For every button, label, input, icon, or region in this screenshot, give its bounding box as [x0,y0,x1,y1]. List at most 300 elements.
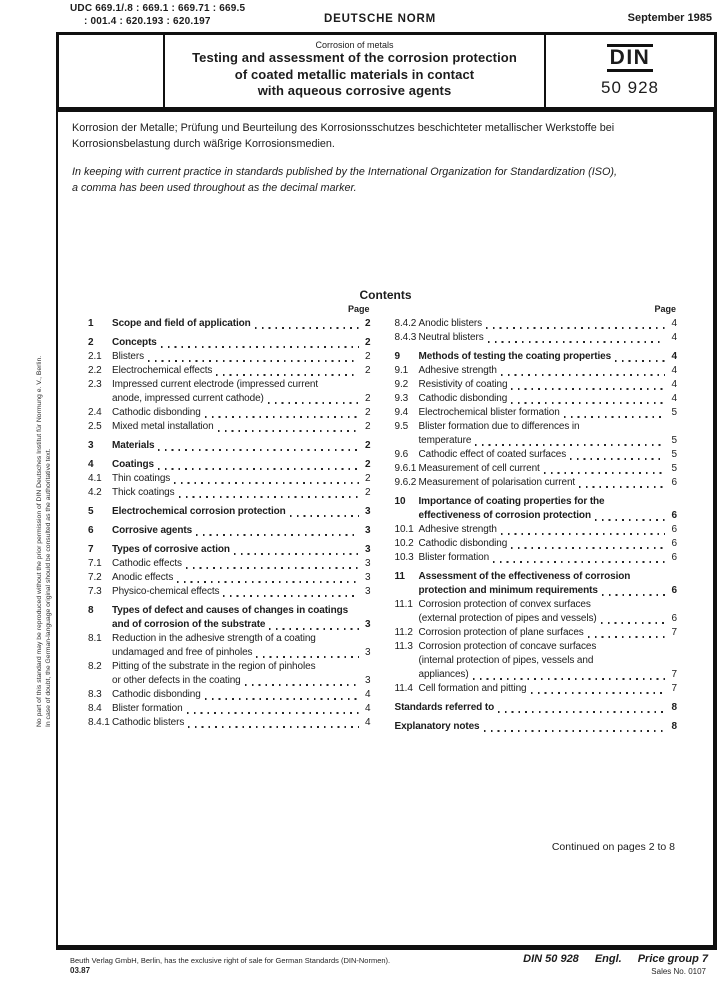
toc-entry-title: Resistivity of coating [418,379,508,390]
toc-entry-number: 2.5 [88,421,102,432]
toc-dot-leader [511,388,665,390]
toc-page-number: 5 [671,463,677,474]
toc-entry-title: Adhesive strength [418,365,497,376]
toc-entry-number: 2.2 [88,365,102,376]
toc-entry-title: Anodic blisters [418,318,483,329]
toc-entry-number: 7 [88,544,94,555]
toc-entry [88,350,371,364]
toc-page-number: 4 [671,365,677,376]
toc-page-number: 5 [671,435,677,446]
toc-entry-body [112,486,371,500]
toc-dot-leader [570,458,665,460]
toc-entry-number: 9.6 [394,449,409,460]
toc-page-number: 3 [365,506,371,517]
toc-entry-number: 9.2 [394,379,409,390]
toc-dot-leader [177,581,358,583]
toc-dot-leader [179,496,359,498]
toc-dot-leader [615,360,665,362]
toc-dot-leader [196,534,358,536]
toc-entry-number: 6 [88,525,94,536]
toc-page-number: 2 [365,337,371,348]
footer-date-code: 03.87 [70,966,91,975]
toc-entry-body [112,604,371,632]
toc-entry-title: Electrochemical corrosion protection [112,506,286,517]
toc-entry-title: Cathodic disbonding [112,689,201,700]
toc-page-number: 4 [671,379,677,390]
toc-entry-title: Concepts [112,337,157,348]
continued-note: Continued on pages 2 to 8 [551,841,675,853]
toc-entry-body [419,626,678,640]
german-title-paragraph [72,121,691,152]
toc-entry-body [395,720,678,734]
toc-entry [88,406,371,420]
toc-page-number: 2 [365,421,371,432]
toc-entry-title: anode, impressed current cathode) [112,393,264,404]
toc-entry-number: 7.3 [88,586,102,597]
toc-dot-leader [511,402,665,404]
toc-entry-title: Blisters [112,351,144,362]
toc-entry-body [395,701,678,715]
toc-page-number: 2 [365,459,371,470]
toc-entry [88,716,371,730]
toc-entry [395,420,678,448]
toc-page-number: 4 [365,689,371,700]
toc-dot-leader [531,692,665,694]
toc-entry [88,439,371,453]
toc-entry-number: 7.1 [88,558,102,569]
toc-entry [88,524,371,538]
toc-entry [395,626,678,640]
toc-dot-leader [186,567,359,569]
toc-entry [88,571,371,585]
toc-entry-title: Importance of coating properties for the [418,496,605,507]
toc-entry-number: 4 [88,459,94,470]
toc-dot-leader [564,416,665,418]
toc-entry-body [112,378,371,406]
toc-entry-number: 7.2 [88,572,102,583]
toc-entry-title: Cathodic disbonding [418,538,508,549]
toc-page-number: 3 [365,558,371,569]
toc-entry-number: 11.4 [394,683,413,694]
iso-note-line: In keeping with current practice in standards published by the International Organization for Standardization (ISO), [72,166,617,178]
toc-entry [88,543,371,557]
toc-entry-body [419,682,678,696]
toc-entry-body [419,640,678,682]
toc-entry-body [419,331,678,345]
document-subtitle: Corrosion of metals [315,40,394,50]
contents-heading: Contents [359,288,412,302]
toc-entry-title: effectiveness of corrosion protection [418,510,591,521]
toc-dot-leader [484,730,666,732]
toc-entry [395,598,678,626]
toc-dot-leader [255,327,359,329]
toc-entry-body [419,378,678,392]
footer-sales-number: Sales No. 0107 [651,967,706,976]
toc-entry [88,378,371,406]
toc-entry-number: 10 [394,496,406,507]
toc-entry-body [419,364,678,378]
toc-column-left [88,304,371,734]
toc-dot-leader [158,468,359,470]
toc-entry-number: 9.4 [394,407,409,418]
toc-entry [88,472,371,486]
toc-entry-number: 4.2 [88,487,102,498]
toc-entry-number: 9 [394,351,400,362]
publisher-note: Beuth Verlag GmbH, Berlin, has the exclusive right of sale for German Standards (DIN-Normen). [70,956,391,965]
toc-page-number: 8 [671,702,677,713]
toc-page-number: 3 [365,525,371,536]
toc-entry-number: 9.5 [394,421,409,432]
toc-dot-leader [601,622,665,624]
toc-entry-body [112,716,371,730]
toc-page-number: 4 [671,318,677,329]
toc-dot-leader [234,553,359,555]
toc-entry-title: Methods of testing the coating properties [418,351,612,362]
footer-language: Engl. [594,953,622,965]
toc-entry-title: Electrochemical blister formation [418,407,560,418]
toc-entry [88,336,371,350]
toc-dot-leader [216,374,358,376]
toc-entry [395,701,678,715]
toc-entry-number: 11.1 [394,599,413,610]
document-title-line: Testing and assessment of the corrosion protection [192,50,517,65]
toc-entry [395,392,678,406]
toc-dot-leader [245,684,359,686]
toc-entry-title: Blister formation [112,703,183,714]
toc-page-number: 7 [671,627,677,638]
toc-entry [395,378,678,392]
toc-entry-number: 10.2 [394,538,414,549]
toc-entry-title: Adhesive strength [418,524,497,535]
toc-entry-title: Corrosion protection of concave surfaces [418,641,597,652]
din-logo: DIN [607,44,654,72]
issue-date: September 1985 [627,12,712,24]
toc-entry [88,688,371,702]
toc-dot-leader [269,628,358,630]
table-of-contents [88,304,677,734]
toc-entry-title: undamaged and free of pinholes [112,647,253,658]
toc-entry-body [112,472,371,486]
toc-entry-title: Thin coatings [112,473,171,484]
toc-entry-title: and of corrosion of the substrate [112,619,266,630]
toc-entry-body [112,585,371,599]
toc-entry-title: protection and minimum requirements [418,585,598,596]
toc-entry [88,420,371,434]
iso-decimal-note [72,165,691,196]
iso-note-line: a comma has been used throughout as the decimal marker. [72,181,357,194]
toc-entry-body [112,336,371,350]
toc-page-number: 5 [671,449,677,460]
toc-entry-body [419,317,678,331]
toc-entry-title: Cathodic disbonding [112,407,201,418]
toc-page-number: 3 [365,586,371,597]
toc-entry-body [112,420,371,434]
toc-entry-number: 8.4.2 [394,318,417,329]
toc-entry-number: 9.6.2 [394,477,417,488]
toc-entry-number: 1 [88,318,94,329]
toc-entry-title: Mixed metal installation [112,421,214,432]
toc-entry-body [112,632,371,660]
toc-page-number: 7 [671,683,677,694]
toc-entry-number: 4.1 [88,473,102,484]
toc-entry-body [419,420,678,448]
reproduction-notice-line: In case of doubt, the German-language original should be consulted as the authoritative text. [44,448,52,727]
toc-entry-title: Blister formation [418,552,490,563]
toc-entry-number: 8 [88,605,94,616]
toc-dot-leader [473,678,665,680]
toc-entry-body [419,448,678,462]
toc-page-number: 6 [671,552,677,563]
toc-entry-title: Physico-chemical effects [112,586,220,597]
udc-line-2: : 001.4 : 620.193 : 620.197 [84,15,211,27]
toc-entry-title: Cathodic effects [112,558,182,569]
title-box-empty-cell [59,35,165,107]
toc-column-right [395,304,678,734]
toc-dot-leader [205,698,359,700]
toc-page-number: 6 [671,524,677,535]
toc-entry [88,486,371,500]
toc-entry [88,660,371,688]
toc-entry-title: Corrosion protection of plane surfaces [418,627,584,638]
toc-entry [395,317,678,331]
toc-page-number: 6 [671,477,677,488]
toc-page-number: 3 [365,675,371,686]
toc-entry-body [419,551,678,565]
toc-page-number: 8 [671,721,677,732]
main-content-frame [56,110,717,950]
toc-page-number: 3 [365,544,371,555]
toc-entry-number: 10.3 [394,552,414,563]
footer-price-group: Price group 7 [637,953,708,965]
toc-page-number: 7 [671,669,677,680]
toc-entry-number: 2 [88,337,94,348]
toc-entry-number: 9.6.1 [394,463,417,474]
toc-entry [88,632,371,660]
toc-dot-leader [602,594,665,596]
toc-entry-number: 11.2 [394,627,413,638]
footer-doc-ref: DIN 50 928 [523,953,579,965]
toc-entry [88,317,371,331]
toc-page-number: 2 [365,351,371,362]
toc-entry-body [112,364,371,378]
toc-page-number: 4 [671,332,677,343]
toc-entry [88,604,371,632]
toc-entry-title: Corrosive agents [112,525,193,536]
toc-entry-title: Anodic effects [112,572,174,583]
toc-page-number: 4 [365,703,371,714]
toc-page-number: 3 [365,619,371,630]
toc-entry-title: Electrochemical effects [112,365,213,376]
toc-entry-body [112,524,371,538]
toc-dot-leader [256,656,358,658]
toc-dot-leader [475,444,665,446]
toc-entry-number: 3 [88,440,94,451]
toc-entry-title: or other defects in the coating [112,675,241,686]
title-box-title-cell [165,35,544,107]
toc-dot-leader [493,561,665,563]
toc-entry-title: Corrosion protection of convex surfaces [418,599,591,610]
toc-entry-body [419,462,678,476]
toc-entry-number: 11.3 [394,641,413,652]
toc-entry-title: Coatings [112,459,154,470]
toc-page-number: 2 [365,393,371,404]
toc-entry-body [112,660,371,688]
toc-entry-number: 9.1 [394,365,409,376]
toc-dot-leader [588,636,665,638]
din-number-cell [544,35,714,107]
toc-page-number: 3 [365,647,371,658]
toc-entry-body [112,317,371,331]
toc-entry [395,406,678,420]
toc-page-number: 2 [365,407,371,418]
toc-page-number: 4 [671,393,677,404]
document-title-line: with aqueous corrosive agents [257,83,452,98]
toc-page-number: 2 [365,365,371,376]
toc-entry [395,720,678,734]
document-title-line: of coated metallic materials in contact [234,66,475,82]
toc-entry [395,537,678,551]
toc-dot-leader [290,515,359,517]
toc-entry [88,364,371,378]
toc-entry-title: Standards referred to [394,702,495,713]
page-column-label: Page [654,304,676,314]
toc-entry-body [112,350,371,364]
toc-dot-leader [174,482,358,484]
toc-entry-number: 8.4.1 [88,717,110,728]
toc-dot-leader [579,486,665,488]
german-title-line: Korrosionsbelastung durch wäßrige Korrosionsmedien. [72,137,335,150]
toc-entry [88,557,371,571]
toc-entry-body [112,571,371,585]
toc-entry [395,448,678,462]
toc-dot-leader [498,711,665,713]
toc-entry [88,505,371,519]
toc-entry-number: 8.3 [88,689,102,700]
toc-entry [395,331,678,345]
standard-number: 50 928 [601,78,659,98]
toc-page-number: 2 [365,487,371,498]
toc-entry-title: Blister formation due to differences in [418,421,580,432]
toc-entry-title: Explanatory notes [394,721,480,732]
toc-entry [395,570,678,598]
toc-entry-title: Reduction in the adhesive strength of a coating [112,633,316,644]
toc-entry-title: temperature [418,435,472,446]
toc-entry [395,640,678,682]
toc-entry-title: (external protection of pipes and vessels) [418,613,597,624]
toc-dot-leader [268,402,359,404]
toc-dot-leader [161,346,359,348]
toc-page-number: 6 [671,613,677,624]
toc-entry [395,364,678,378]
toc-entry-number: 10.1 [394,524,414,535]
toc-page-number: 4 [671,351,677,362]
toc-entry-title: Measurement of polarisation current [418,477,576,488]
toc-entry-body [112,505,371,519]
toc-dot-leader [488,341,665,343]
toc-entry-body [112,458,371,472]
toc-dot-leader [158,449,358,451]
toc-page-number: 3 [365,572,371,583]
toc-entry-number: 9.3 [394,393,409,404]
reproduction-notice [36,275,53,727]
toc-page-number: 2 [365,318,371,329]
toc-page-number: 6 [671,585,677,596]
toc-entry-title: appliances) [418,669,469,680]
toc-dot-leader [511,547,665,549]
toc-page-number: 2 [365,473,371,484]
toc-entry-number: 8.1 [88,633,102,644]
toc-entry [88,585,371,599]
toc-entry-body [419,476,678,490]
toc-entry-number: 2.3 [88,379,102,390]
toc-entry-number: 8.4 [88,703,102,714]
toc-dot-leader [501,533,665,535]
toc-entry-title: Scope and field of application [112,318,251,329]
title-box [56,32,717,110]
page-column-label: Page [347,304,370,314]
toc-page-number: 6 [671,510,677,521]
toc-entry-title: Impressed current electrode (impressed current [112,379,319,390]
toc-entry-title: Types of defect and causes of changes in coatings [112,605,349,616]
toc-dot-leader [595,519,665,521]
toc-dot-leader [148,360,359,362]
toc-dot-leader [187,712,359,714]
toc-page-number: 5 [671,407,677,418]
toc-dot-leader [188,726,358,728]
toc-entry [395,682,678,696]
reproduction-notice-line: No part of this standard may be reproduced without the prior permission of DIN Deutsches Institut für Normung e. V., Berlin. [36,355,43,727]
toc-entry-body [419,537,678,551]
toc-entry-title: Materials [112,440,155,451]
toc-entry-body [112,543,371,557]
toc-entry-body [419,598,678,626]
toc-entry-body [419,350,678,364]
toc-entry-number: 5 [88,506,94,517]
toc-dot-leader [544,472,665,474]
toc-entry-title: Assessment of the effectiveness of corrosion [418,571,631,582]
toc-entry-number: 8.4.3 [394,332,417,343]
toc-entry-number: 2.4 [88,407,102,418]
toc-entry [88,458,371,472]
toc-entry [395,350,678,364]
udc-line-1: UDC 669.1/.8 : 669.1 : 669.71 : 669.5 [70,3,246,14]
toc-entry-title: Cathodic blisters [112,717,185,728]
toc-entry-number: 8.2 [88,661,102,672]
toc-entry-body [112,406,371,420]
toc-entry-title: Thick coatings [112,487,175,498]
toc-dot-leader [223,595,358,597]
toc-entry-title: (internal protection of pipes, vessels and [418,655,594,666]
toc-entry-title: Pitting of the substrate in the region of pinholes [112,661,316,672]
toc-entry-body [419,523,678,537]
toc-entry-body [419,495,678,523]
toc-entry [88,702,371,716]
toc-entry-title: Cell formation and pitting [418,683,527,694]
toc-dot-leader [205,416,359,418]
toc-page-number: 2 [365,440,371,451]
toc-entry-body [112,688,371,702]
toc-entry-title: Neutral blisters [418,332,484,343]
toc-entry-title: Cathodic effect of coated surfaces [418,449,567,460]
toc-entry [395,462,678,476]
german-title-line: Korrosion der Metalle; Prüfung und Beurteilung des Korrosionsschutzes beschichteter metallischer Werkstoffe bei [72,122,615,134]
toc-dot-leader [486,327,665,329]
toc-page-number: 4 [365,717,371,728]
toc-entry [395,495,678,523]
toc-entry [395,551,678,565]
toc-entry-body [112,557,371,571]
toc-entry [395,523,678,537]
